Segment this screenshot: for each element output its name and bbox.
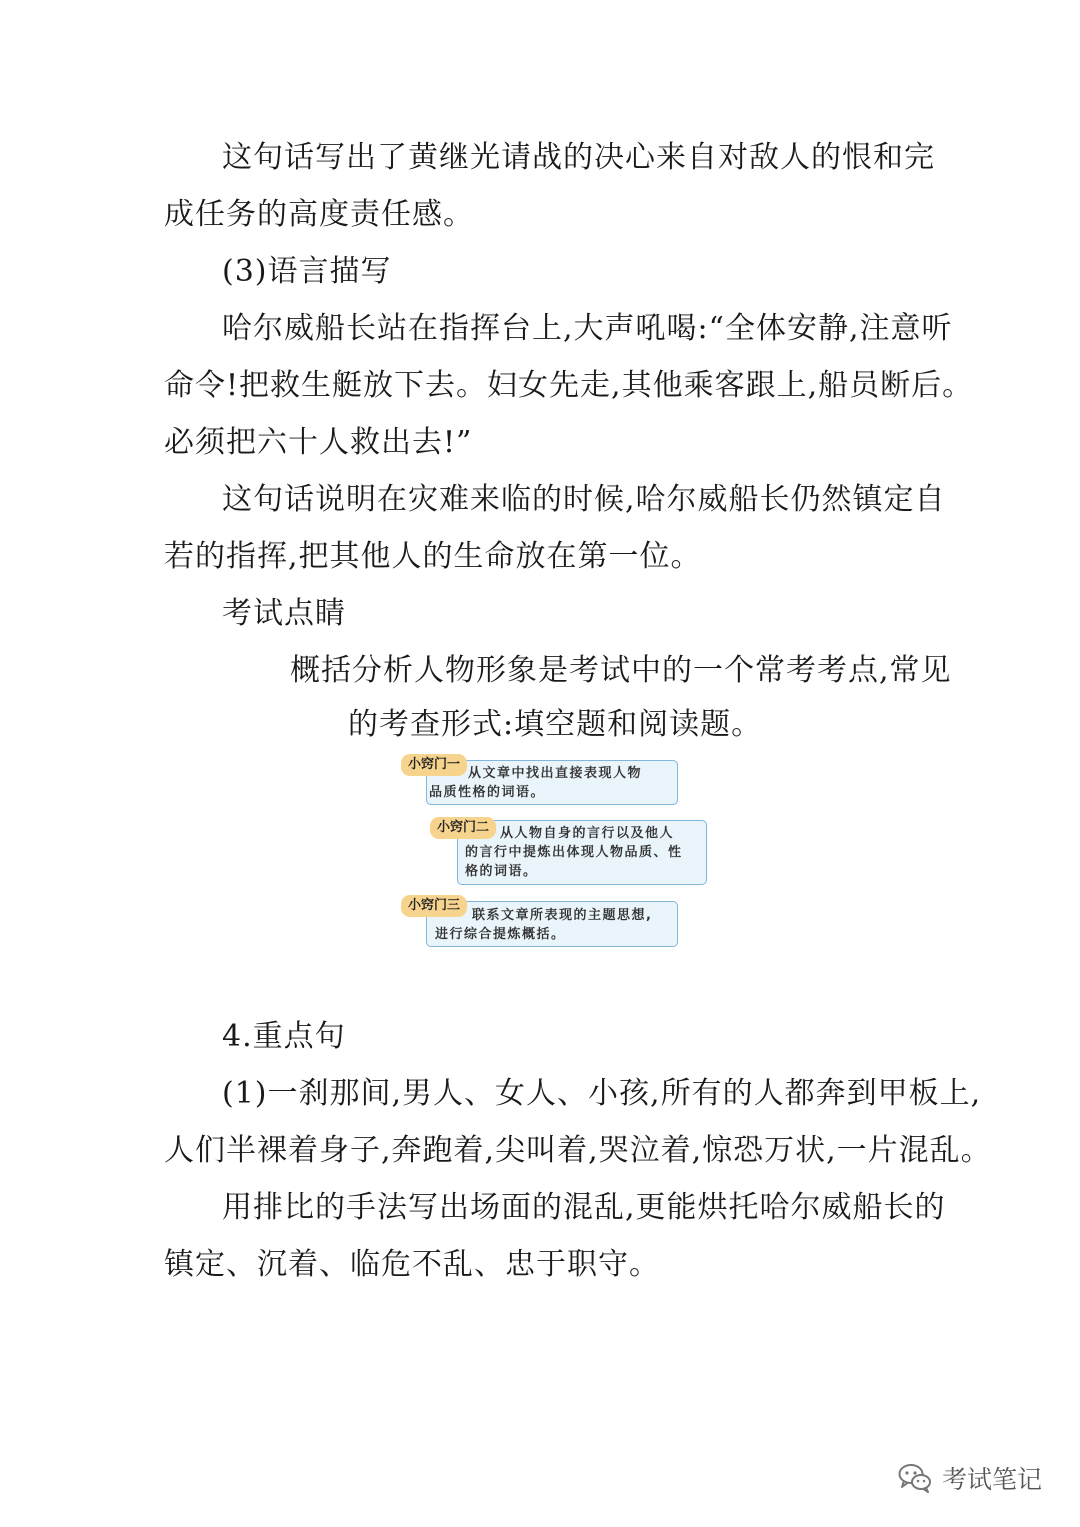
tip-label: 小窍门三 bbox=[401, 895, 467, 917]
exam-note-line: 概括分析人物形象是考试中的一个常考考点,常见 bbox=[290, 653, 952, 688]
paragraph-line: 若的指挥,把其他人的生命放在第一位。 bbox=[164, 539, 702, 574]
watermark bbox=[898, 1458, 1042, 1498]
tip-text-line: 格的词语。 bbox=[465, 864, 538, 879]
exam-tips-heading: 考试点睛 bbox=[222, 596, 346, 631]
section-heading: 4.重点句 bbox=[222, 1019, 346, 1054]
paragraph-line: 成任务的高度责任感。 bbox=[164, 197, 474, 232]
section-heading: (3)语言描写 bbox=[222, 254, 392, 289]
key-sentence-line: (1)一刹那间,男人、女人、小孩,所有的人都奔到甲板上, bbox=[222, 1076, 982, 1111]
key-sentence-line: 人们半裸着身子,奔跑着,尖叫着,哭泣着,惊恐万状,一片混乱。 bbox=[164, 1133, 992, 1168]
tip-text-line: 品质性格的词语。 bbox=[429, 785, 546, 800]
paragraph-line: 这句话写出了黄继光请战的决心来自对敌人的恨和完 bbox=[222, 140, 935, 175]
watermark-text: 考试笔记 bbox=[942, 1465, 1043, 1494]
paragraph-line: 命令!把救生艇放下去。妇女先走,其他乘客跟上,船员断后。 bbox=[164, 368, 974, 403]
paragraph-line: 用排比的手法写出场面的混乱,更能烘托哈尔威船长的 bbox=[222, 1190, 946, 1225]
tip-text-line: 进行综合提炼概括。 bbox=[435, 927, 566, 942]
tip-text-line: 从人物自身的言行以及他人 bbox=[500, 826, 675, 841]
tip-label: 小窍门一 bbox=[401, 754, 467, 776]
tip-text-line: 联系文章所表现的主题思想, bbox=[472, 908, 653, 923]
paragraph-line: 这句话说明在灾难来临的时候,哈尔威船长仍然镇定自 bbox=[222, 482, 946, 517]
tip-text-line: 的言行中提炼出体现人物品质、性 bbox=[465, 845, 683, 860]
paragraph-line: 必须把六十人救出去!” bbox=[164, 425, 473, 460]
exam-note-line: 的考查形式:填空题和阅读题。 bbox=[348, 707, 763, 742]
wechat-icon bbox=[898, 1463, 932, 1493]
paragraph-line: 哈尔威船长站在指挥台上,大声吼喝:“全体安静,注意听 bbox=[222, 311, 953, 346]
paragraph-line: 镇定、沉着、临危不乱、忠于职守。 bbox=[164, 1247, 660, 1282]
tip-label: 小窍门二 bbox=[430, 817, 496, 839]
tip-text-line: 从文章中找出直接表现人物 bbox=[468, 766, 643, 781]
